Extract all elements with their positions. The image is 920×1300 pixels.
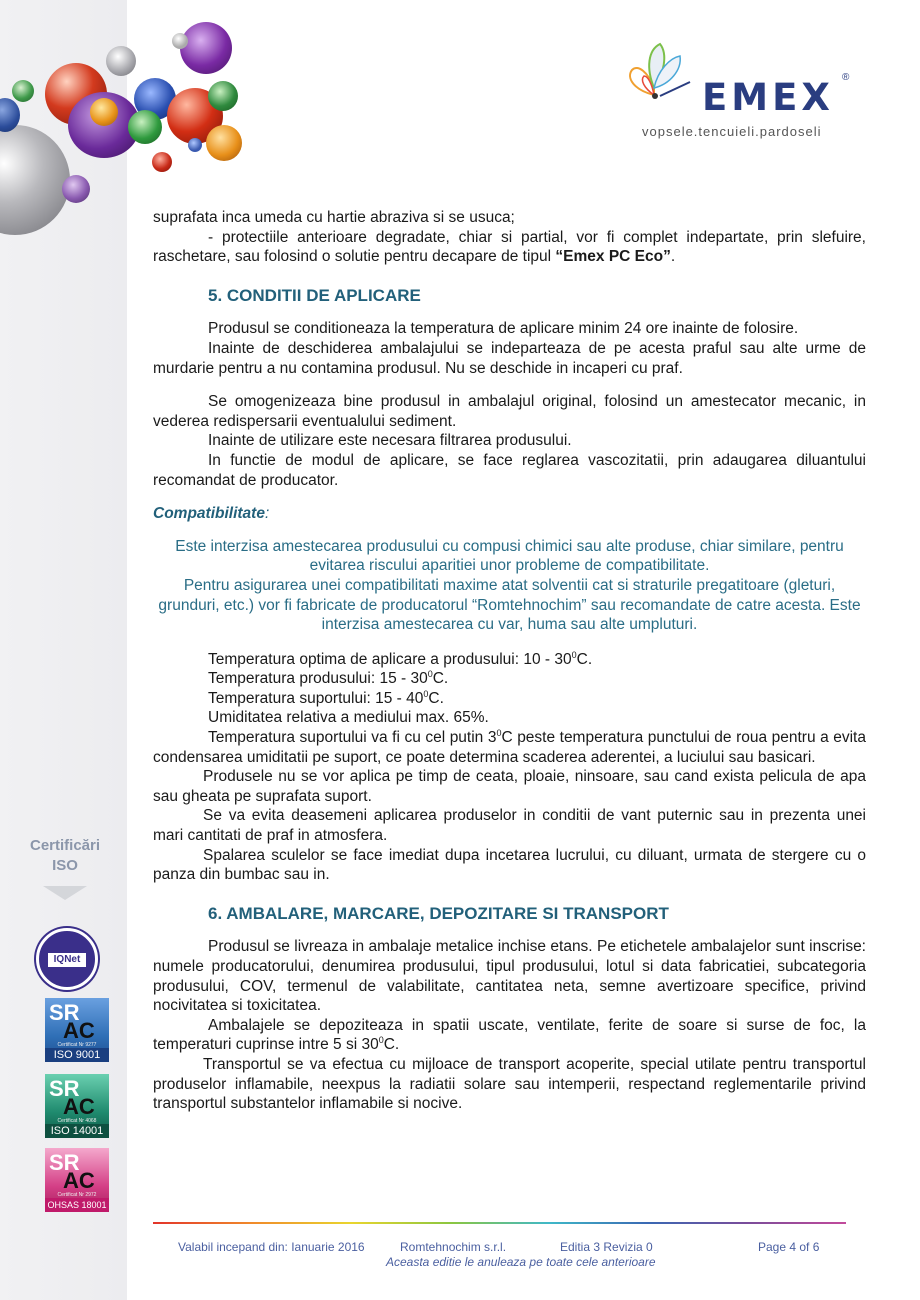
badge-cert-number: Certificat Nr 4068: [57, 1118, 97, 1124]
badge-standard: ISO 14001: [45, 1124, 109, 1138]
degree-sup: 0: [427, 669, 433, 680]
srac-iso-9001-badge-icon: [45, 998, 109, 1062]
badge-cert-number: Certificat Nr 2972: [57, 1192, 97, 1198]
degree-sup: 0: [378, 1035, 384, 1046]
storage-text: Ambalajele se depoziteaza in spatii uscate, ventilate, ferite de soare si surse de foc, la temperaturi cuprinse intre 5 si 30: [153, 1016, 866, 1054]
srac-ohsas-18001-badge-icon: [45, 1148, 109, 1212]
footer-valid-from: Valabil incepand din: Ianuarie 2016: [178, 1240, 365, 1254]
badge-standard: ISO 9001: [45, 1048, 109, 1062]
s6-paragraph-1: Produsul se livreaza in ambalaje metalice inchise etans. Pe etichetele ambalajelor sunt inscrise: numele producatorului, denumirea produsului, tipul produsului, lotul si data fabricatiei, subcategoria produsului, COV, termenul de valabilitate, cantitatea neta, semne avertizoare specifice, privind nocivitatea si toxicitatea.: [153, 938, 866, 1015]
decorative-spheres-graphic: [0, 0, 260, 200]
wind-conditions: Se va evita deasemeni aplicarea produselor in conditii de vant puternic sau in prezenta unei mari cantitati de praf in atmosfera.: [153, 807, 866, 845]
section-5-heading: 5. CONDITII DE APLICARE: [208, 285, 421, 305]
badge-sr: SR: [49, 1000, 80, 1025]
unit: C.: [432, 670, 449, 688]
brand-name: EMEX: [702, 76, 834, 119]
storage-text-end: C.: [383, 1036, 400, 1054]
footer-page-number: Page 4 of 6: [758, 1240, 820, 1254]
compatibility-colon: :: [264, 505, 270, 523]
certifications-title-line1: Certificări: [29, 837, 101, 854]
compatibility-heading: [153, 504, 866, 524]
footer-note: Aceasta editie le anuleaza pe toate cele anterioare: [386, 1255, 656, 1269]
badge-sr: SR: [49, 1076, 80, 1101]
temp-optimal-text: Temperatura optima de aplicare a produsului: 10 - 30: [208, 650, 572, 668]
badge-sr: SR: [49, 1150, 80, 1175]
iso-certifications-panel: [10, 836, 120, 1210]
temp-product-text: Temperatura produsului: 15 - 30: [208, 670, 428, 688]
footer-company: Romtehnochim s.r.l.: [400, 1240, 507, 1254]
humidity: Umiditatea relativa a mediului max. 65%.: [208, 709, 489, 727]
section-6-heading: 6. AMBALARE, MARCARE, DEPOZITARE SI TRANSPORT: [208, 903, 669, 923]
badge-ac: AC: [63, 1094, 95, 1119]
dew-point: [153, 728, 866, 767]
temp-optimal: [153, 650, 866, 670]
footer-rainbow-divider: [153, 1222, 846, 1224]
s5-paragraph-3: Se omogenizeaza bine produsul in ambalajul original, folosind un amestecator mecanic, in vederea redispersarii eventualului sediment.: [153, 393, 866, 430]
s5-paragraph-5: In functie de modul de aplicare, se face reglarea vascozitatii, prin adaugarea diluantului recomandat de producator.: [153, 451, 866, 489]
iqnet-badge-icon: [36, 928, 98, 990]
intro-bullet: [153, 228, 866, 267]
footer-edition: Editia 3 Revizia 0: [560, 1240, 653, 1254]
degree-sup: 0: [571, 649, 577, 660]
s5-paragraph-4: Inainte de utilizare este necesara filtrarea produsului.: [208, 432, 572, 450]
iqnet-label: IQNet: [48, 953, 86, 967]
tool-cleaning: Spalarea sculelor se face imediat dupa incetarea lucrului, cu diluant, urmata de stergere cu o panza din bumbac sau in.: [153, 846, 866, 884]
weather-conditions: Produsele nu se vor aplica pe timp de ceata, ploaie, ninsoare, sau cand exista pelicula de apa sau gheata pe suprafata suport.: [153, 768, 866, 805]
certifications-title: [10, 836, 120, 876]
dew-text-end: C peste temperatura punctului de roua pentru a evita condensarea umiditatii pe suport, ce poate determina scaderea aderentei, a luciului sau basicari.: [153, 729, 866, 766]
dew-text: Temperatura suportului va fi cu cel putin 3: [208, 729, 497, 747]
intro-line: suprafata inca umeda cu hartie abraziva si se usuca;: [153, 209, 515, 226]
compatibility-title: Compatibilitate: [153, 505, 265, 523]
product-name-emex-pc-eco: “Emex PC Eco”: [555, 248, 671, 266]
badge-ac: AC: [63, 1018, 95, 1043]
compatibility-paragraph-1: Este interzisa amestecarea produsului cu compusi chimici sau alte produse, chiar similare, pentru evitarea riscului aparitiei unor probleme de compatibilitate.: [175, 537, 844, 575]
temp-support-text: Temperatura suportului: 15 - 40: [208, 689, 424, 707]
degree-sup: 0: [496, 727, 502, 738]
document-body: [153, 208, 866, 1114]
s5-paragraph-1: Produsul se conditioneaza la temperatura de aplicare minim 24 ore inainte de folosire.: [208, 320, 799, 338]
unit: C.: [576, 650, 593, 668]
s6-paragraph-2: [153, 1016, 866, 1055]
s6-paragraph-3: Transportul se va efectua cu mijloace de transport acoperite, special utilate pentru transportul produselor inflamabile, neexpus la radiatii solare sau intemperii, respectand reglementarile privind transportul substantelor inflamabile si nocive.: [153, 1055, 866, 1113]
intro-bullet-text: - protectiile anterioare degradate, chiar si partial, vor fi complet indepartate, prin slefuire, raschetare, sau folosind o solutie pentru decapare de tipul: [153, 228, 866, 266]
compatibility-paragraph-2: Pentru asigurarea unei compatibilitati maxime atat solventii cat si straturile pregatitoare (gleturi, grunduri, etc.) vor fi fabricate de producatorul “Romtehnochim” sau recomandate de catre acesta. Este interzisa amestecarea cu var, huma sau alte umpluturi.: [158, 576, 861, 634]
intro-bullet-end: .: [670, 248, 676, 266]
badge-cert-number: Certificat Nr 9277: [57, 1042, 97, 1048]
registered-mark: ®: [842, 72, 850, 83]
temp-support: [153, 689, 866, 709]
unit: C.: [428, 689, 444, 707]
badge-standard: OHSAS 18001: [45, 1198, 109, 1212]
down-arrow-icon: [43, 886, 87, 900]
s5-paragraph-2: Inainte de deschiderea ambalajului se indeparteaza de pe acesta praful sau alte urme de murdarie pentru a nu contamina produsul. Nu se deschide in incaperi cu praf.: [153, 339, 866, 377]
emex-logo: [622, 40, 862, 140]
temp-product: [153, 669, 866, 689]
badge-ac: AC: [63, 1168, 95, 1193]
brand-tagline: vopsele.tencuieli.pardoseli: [642, 124, 822, 139]
certifications-title-line2: ISO: [52, 857, 78, 874]
butterfly-logo-icon: [624, 40, 694, 110]
degree-sup: 0: [423, 688, 429, 699]
srac-iso-14001-badge-icon: [45, 1074, 109, 1138]
